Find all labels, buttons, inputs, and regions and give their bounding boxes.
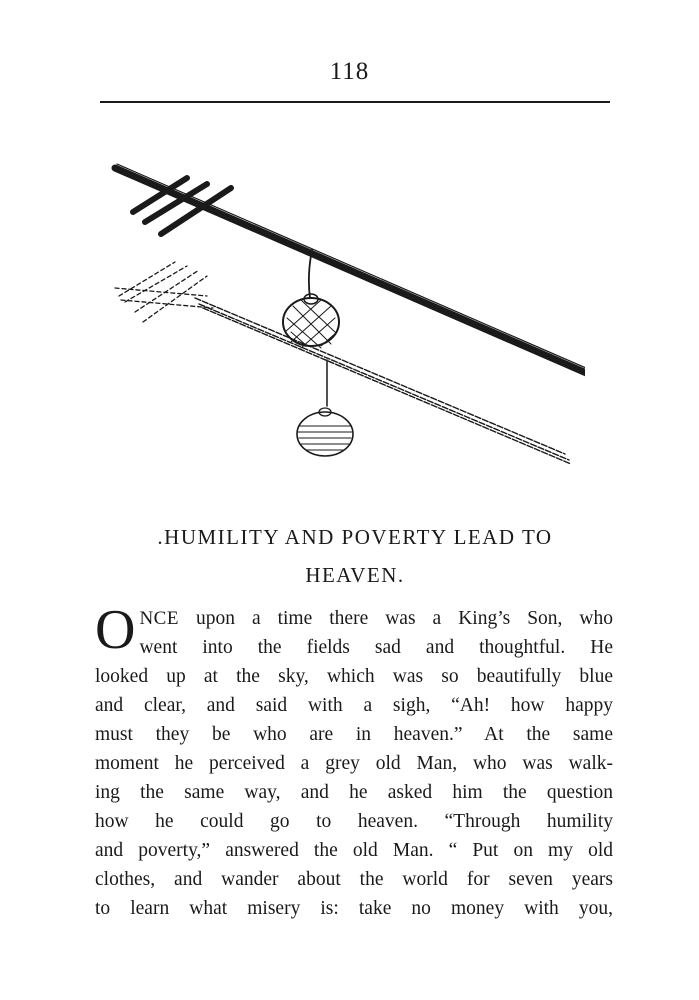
text-line: to learn what misery is: take no money with you, bbox=[95, 898, 613, 919]
page-number: 118 bbox=[329, 58, 370, 85]
header-rule bbox=[100, 101, 610, 103]
text-line: clothes, and wander about the world for seven years bbox=[95, 869, 613, 890]
text-line: how he could go to heaven. “Through humility bbox=[95, 811, 613, 832]
text-line: went into the fields sad and thoughtful. He bbox=[139, 637, 613, 658]
chapter-title bbox=[90, 518, 620, 594]
text-line: moment he perceived a grey old Man, who was walk- bbox=[95, 753, 613, 774]
text-line: and poverty,” answered the old Man. “ Put on my old bbox=[95, 840, 613, 861]
text-line: ing the same way, and he asked him the question bbox=[95, 782, 613, 803]
text-line: looked up at the sky, which was so beautifully blue bbox=[95, 666, 613, 687]
text-line: and clear, and said with a sigh, “Ah! how happy bbox=[95, 695, 613, 716]
gourd-shadow bbox=[297, 412, 353, 456]
drop-cap: O bbox=[95, 599, 136, 661]
text-line: must they be who are in heaven.” At the same bbox=[95, 724, 613, 745]
chapter-title-line-2: HEAVEN. bbox=[305, 563, 405, 587]
small-caps-word: NCE bbox=[139, 608, 179, 629]
body-text bbox=[95, 599, 613, 923]
illustration-pole-with-gourd bbox=[95, 150, 585, 470]
chapter-title-line-1: .HUMILITY AND POVERTY LEAD TO bbox=[157, 525, 553, 549]
text-line: NCE upon a time there was a King’s Son, who bbox=[139, 608, 613, 629]
